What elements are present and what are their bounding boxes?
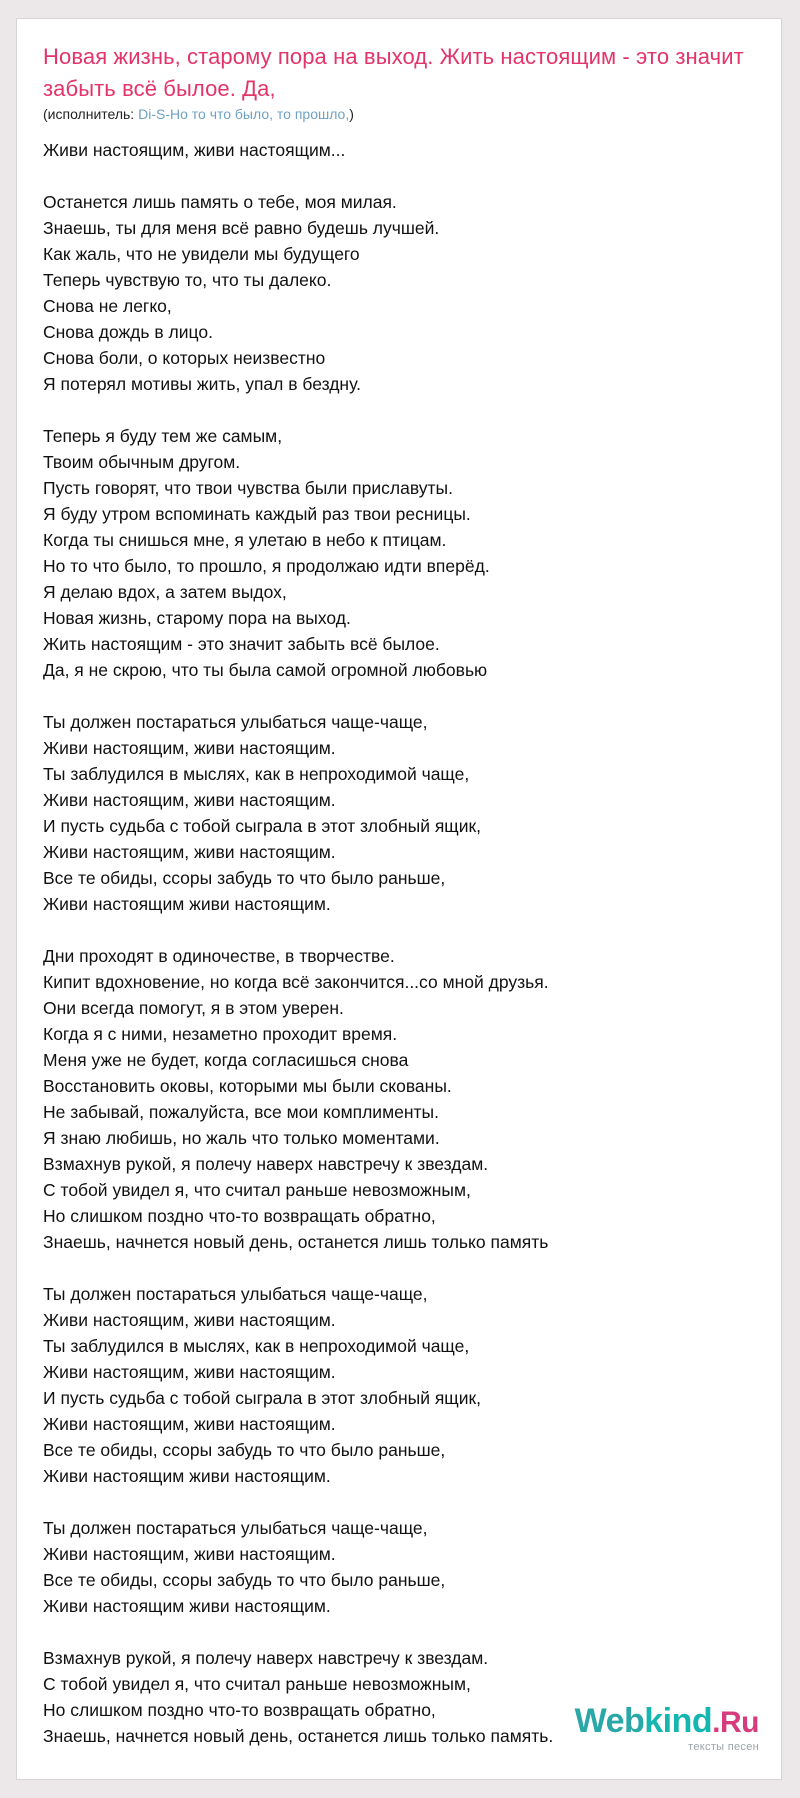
lyric-line: С тобой увидел я, что считал раньше невозможным, [43, 1180, 471, 1200]
lyric-line: Да, я не скрою, что ты была самой огромной любовью [43, 660, 488, 680]
lyric-line: Я потерял мотивы жить, упал в бездну. [43, 374, 361, 394]
lyric-line: Твоим обычным другом. [43, 452, 241, 472]
lyric-line: Но то что было, то прошло, я продолжаю идти вперёд. [43, 556, 490, 576]
lyrics-body [43, 137, 763, 1749]
lyric-line: Я знаю любишь, но жаль что только моментами. [43, 1128, 440, 1148]
lyric-line: Теперь чувствую то, что ты далеко. [43, 270, 332, 290]
lyric-line: Меня уже не будет, когда согласишься снова [43, 1050, 409, 1070]
artist-suffix: ) [349, 106, 354, 122]
lyric-line: Живи настоящим живи настоящим. [43, 894, 331, 914]
lyric-line: Восстановить оковы, которыми мы были скованы. [43, 1076, 452, 1096]
lyrics-stanza [43, 1281, 763, 1489]
lyric-line: Ты заблудился в мыслях, как в непроходимой чаще, [43, 764, 470, 784]
lyric-line: Все те обиды, ссоры забудь то что было раньше, [43, 1440, 446, 1460]
lyric-line: Когда ты снишься мне, я улетаю в небо к птицам. [43, 530, 447, 550]
lyric-line: Живи настоящим, живи настоящим. [43, 790, 336, 810]
lyric-line: И пусть судьба с тобой сыграла в этот злобный ящик, [43, 1388, 482, 1408]
logo-web-text: Web [574, 1702, 645, 1740]
artist-line [43, 105, 763, 123]
lyric-line: Ты должен постараться улыбаться чаще-чаще, [43, 712, 428, 732]
lyrics-card [16, 18, 782, 1780]
lyric-line: С тобой увидел я, что считал раньше невозможным, [43, 1674, 471, 1694]
lyric-line: Снова не легко, [43, 296, 172, 316]
lyric-line: Пусть говорят, что твои чувства были приславуты. [43, 478, 453, 498]
lyrics-stanza [43, 943, 763, 1255]
lyric-line: Взмахнув рукой, я полечу наверх навстречу к звездам. [43, 1648, 489, 1668]
lyric-line: Живи настоящим, живи настоящим. [43, 738, 336, 758]
artist-prefix: (исполнитель: [43, 106, 139, 122]
lyric-line: Теперь я буду тем же самым, [43, 426, 283, 446]
lyric-line: Новая жизнь, старому пора на выход. [43, 608, 351, 628]
lyric-line: Живи настоящим, живи настоящим. [43, 1362, 336, 1382]
lyric-line: Ты должен постараться улыбаться чаще-чаще, [43, 1518, 428, 1538]
lyric-line: Живи настоящим, живи настоящим... [43, 140, 346, 160]
lyric-line: Живи настоящим, живи настоящим. [43, 1310, 336, 1330]
lyric-line: Живи настоящим, живи настоящим. [43, 842, 336, 862]
lyric-line: Дни проходят в одиночестве, в творчестве. [43, 946, 395, 966]
lyric-line: Жить настоящим - это значит забыть всё былое. [43, 634, 440, 654]
lyric-line: Снова боли, о которых неизвестно [43, 348, 326, 368]
lyric-line: Знаешь, начнется новый день, останется лишь только память [43, 1232, 549, 1252]
song-title: Новая жизнь, старому пора на выход. Жить настоящим - это значит забыть всё былое. Да, [43, 44, 744, 101]
lyrics-stanza [43, 189, 763, 397]
lyric-line: Они всегда помогут, я в этом уверен. [43, 998, 344, 1018]
lyric-line: Живи настоящим, живи настоящим. [43, 1414, 336, 1434]
logo-tagline: тексты песен [688, 1741, 759, 1753]
lyric-line: Знаешь, начнется новый день, останется лишь только память. [43, 1726, 554, 1746]
logo-kind-text: kind [644, 1702, 713, 1740]
lyrics-stanza [43, 1515, 763, 1619]
lyrics-stanza [43, 423, 763, 683]
lyric-line: Живи настоящим, живи настоящим. [43, 1544, 336, 1564]
lyric-line: Живи настоящим живи настоящим. [43, 1466, 331, 1486]
lyric-line: Взмахнув рукой, я полечу наверх навстречу к звездам. [43, 1154, 489, 1174]
site-logo[interactable] [575, 1704, 759, 1753]
lyric-line: Ты заблудился в мыслях, как в непроходимой чаще, [43, 1336, 470, 1356]
lyric-line: Но слишком поздно что-то возвращать обратно, [43, 1700, 436, 1720]
lyric-line: Ты должен постараться улыбаться чаще-чаще, [43, 1284, 428, 1304]
logo-wordmark [575, 1704, 759, 1740]
lyric-line: И пусть судьба с тобой сыграла в этот злобный ящик, [43, 816, 482, 836]
lyric-line: Я буду утром вспоминать каждый раз твои ресницы. [43, 504, 471, 524]
lyric-line: Снова дождь в лицо. [43, 322, 213, 342]
lyric-line: Когда я с ними, незаметно проходит время. [43, 1024, 398, 1044]
lyric-line: Но слишком поздно что-то возвращать обратно, [43, 1206, 436, 1226]
lyrics-content [43, 41, 763, 1775]
lyric-line: Кипит вдохновение, но когда всё закончится...со мной друзья. [43, 972, 549, 992]
artist-link[interactable]: Di-S-Ho то что было, то прошло, [138, 106, 350, 122]
lyric-line: Все те обиды, ссоры забудь то что было раньше, [43, 1570, 446, 1590]
lyric-line: Я делаю вдох, а затем выдох, [43, 582, 287, 602]
logo-ru-text: .Ru [712, 1706, 759, 1739]
lyric-line: Все те обиды, ссоры забудь то что было раньше, [43, 868, 446, 888]
lyric-line: Не забывай, пожалуйста, все мои комплименты. [43, 1102, 439, 1122]
lyrics-stanza [43, 709, 763, 917]
lyric-line: Знаешь, ты для меня всё равно будешь лучшей. [43, 218, 440, 238]
lyric-line: Останется лишь память о тебе, моя милая. [43, 192, 397, 212]
lyric-line: Как жаль, что не увидели мы будущего [43, 244, 360, 264]
lyric-line: Живи настоящим живи настоящим. [43, 1596, 331, 1616]
lyrics-stanza [43, 137, 763, 163]
